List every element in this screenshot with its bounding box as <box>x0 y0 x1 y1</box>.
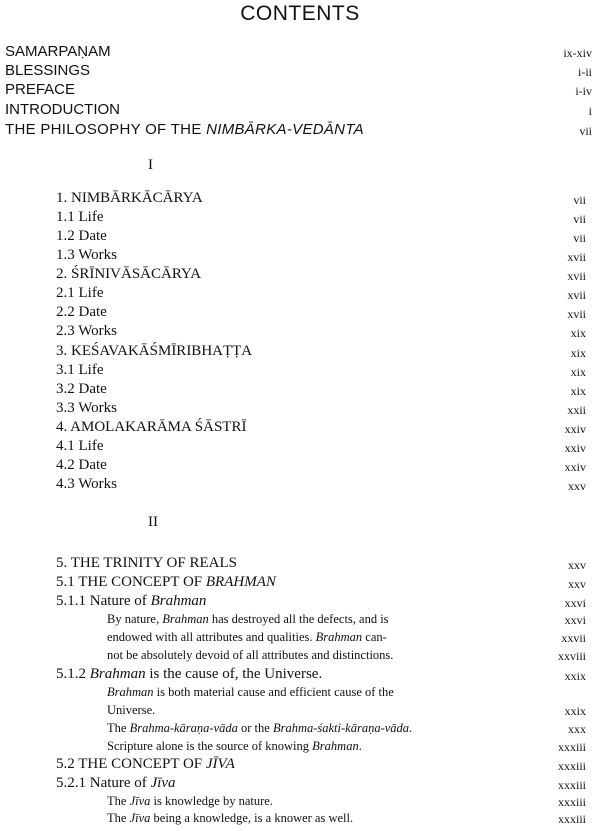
toc-entry <box>0 266 600 286</box>
entry-label: INTRODUCTION <box>5 101 120 118</box>
entry-page: xix <box>570 326 586 340</box>
entry-label: 3.1 Life <box>56 362 104 378</box>
entry-label: 2.1 Life <box>56 285 104 301</box>
entry-page: xxxiii <box>557 740 586 754</box>
entry-page: ix-xiv <box>563 46 592 60</box>
entry-page: xvii <box>567 250 586 264</box>
entry-label: 4. AMOLAKARĀMA ŚĀSTRĪ <box>56 419 247 435</box>
entry-page: vii <box>579 124 592 138</box>
entry-label: 1.3 Works <box>56 247 118 263</box>
entry-page: xxv <box>568 479 586 493</box>
entry-label: 5.2.1 Nature of Jīva <box>56 775 176 791</box>
entry-label: Universe. <box>107 703 156 717</box>
toc-entry <box>0 381 600 401</box>
toc-subentry <box>0 648 600 668</box>
toc-entry <box>0 476 600 496</box>
toc-entry <box>0 457 600 477</box>
entry-page: vii <box>573 193 586 207</box>
entry-page: xxiv <box>564 422 586 436</box>
entry-page: xxv <box>568 577 586 591</box>
entry-label: 5.2 THE CONCEPT OF JĪVA <box>56 756 235 772</box>
entry-page: xxvii <box>561 631 586 645</box>
entry-label: 3.3 Works <box>56 400 118 416</box>
entry-label: 5.1 THE CONCEPT OF BRAHMAN <box>56 574 276 590</box>
entry-label: 4.3 Works <box>56 476 118 492</box>
entry-page: xxxiii <box>557 795 586 809</box>
entry-page: i-ii <box>578 65 592 79</box>
toc-entry <box>0 419 600 439</box>
toc-subentry <box>0 703 600 723</box>
toc-entry <box>0 209 600 229</box>
entry-page: i-iv <box>575 84 592 98</box>
entry-label: PREFACE <box>5 81 76 98</box>
page-title: CONTENTS <box>240 2 360 25</box>
toc-entry <box>0 43 600 63</box>
entry-page: xxix <box>564 669 586 683</box>
entry-page: vii <box>573 231 586 245</box>
entry-page: xxiv <box>564 460 586 474</box>
entry-page: xvii <box>567 269 586 283</box>
entry-page: xxiv <box>564 441 586 455</box>
entry-label: Brahman is both material cause and efficient cause of the <box>107 685 394 699</box>
toc-entry <box>0 323 600 343</box>
entry-label: 1. NIMBĀRKĀCĀRYA <box>56 190 203 206</box>
entry-page: xxii <box>567 403 586 417</box>
entry-page: xxvi <box>564 596 586 610</box>
entry-page: xvii <box>567 288 586 302</box>
entry-label: The Jīva is knowledge by nature. <box>107 794 273 808</box>
entry-page: xxx <box>568 722 586 736</box>
entry-label: endowed with all attributes and qualities. Brahman can- <box>107 630 387 644</box>
entry-label: 5. THE TRINITY OF REALS <box>56 555 237 571</box>
entry-label: 2.2 Date <box>56 304 107 320</box>
toc-entry <box>0 756 600 776</box>
entry-label: By nature, Brahman has destroyed all the defects, and is <box>107 612 389 626</box>
entry-page: xxxiii <box>557 778 586 792</box>
toc-entry <box>0 228 600 248</box>
toc-entry <box>0 304 600 324</box>
entry-label: 2. ŚRĪNIVĀSĀCĀRYA <box>56 266 202 282</box>
toc-subentry <box>0 685 600 705</box>
toc-entry-philosophy <box>0 121 600 141</box>
toc-entry <box>0 247 600 267</box>
toc-entry <box>0 593 600 613</box>
entry-label: 5.1.2 Brahman is the cause of, the Universe. <box>56 666 323 682</box>
entry-page: xix <box>570 346 586 360</box>
toc-entry <box>0 285 600 305</box>
entry-page: xxviii <box>557 649 586 663</box>
entry-label: 1.2 Date <box>56 228 107 244</box>
toc-subentry <box>0 811 600 831</box>
toc-entry <box>0 775 600 795</box>
entry-page: xxxiii <box>557 812 586 826</box>
toc-entry <box>0 574 600 594</box>
entry-label: 5.1.1 Nature of Brahman <box>56 593 207 609</box>
entry-page: xvii <box>567 307 586 321</box>
entry-page: vii <box>573 212 586 226</box>
toc-entry <box>0 343 600 363</box>
entry-label: The Jīva being a knowledge, is a knower as well. <box>107 811 354 825</box>
toc-subentry <box>0 721 600 741</box>
entry-label: SAMARPAṆAM <box>5 43 111 60</box>
toc-entry <box>0 400 600 420</box>
entry-page: xix <box>570 365 586 379</box>
entry-label: The Brahma-kāraṇa-vāda or the Brahma-śakti-kāraṇa-vāda. <box>107 721 413 735</box>
toc-entry <box>0 190 600 210</box>
entry-page: xxix <box>564 704 586 718</box>
entry-page: xxxiii <box>557 759 586 773</box>
entry-page: xix <box>570 384 586 398</box>
entry-label: BLESSINGS <box>5 62 91 79</box>
toc-entry <box>0 666 600 686</box>
entry-label: Scripture alone is the source of knowing Brahman. <box>107 739 362 753</box>
entry-label: 2.3 Works <box>56 323 118 339</box>
entry-page: xxvi <box>564 613 586 627</box>
toc-subentry <box>0 630 600 650</box>
toc-entry <box>0 81 600 101</box>
entry-label: 3.2 Date <box>56 381 107 397</box>
entry-label: not be absolutely devoid of all attributes and distinctions. <box>107 648 394 662</box>
part-heading: II <box>148 514 158 530</box>
entry-page: xxv <box>568 558 586 572</box>
entry-page: i <box>588 104 592 118</box>
entry-label: 1.1 Life <box>56 209 104 225</box>
entry-label: 3. KEŚAVAKĀŚMĪRIBHAṬṬA <box>56 343 253 359</box>
toc-entry <box>0 62 600 82</box>
entry-label: 4.2 Date <box>56 457 107 473</box>
toc-entry <box>0 438 600 458</box>
toc-subentry <box>0 612 600 632</box>
toc-entry <box>0 555 600 575</box>
toc-entry <box>0 362 600 382</box>
toc-entry <box>0 101 600 121</box>
part-heading: I <box>148 157 153 173</box>
entry-label: THE PHILOSOPHY OF THE NIMBĀRKA-VEDĀNTA <box>5 121 364 138</box>
entry-label: 4.1 Life <box>56 438 104 454</box>
